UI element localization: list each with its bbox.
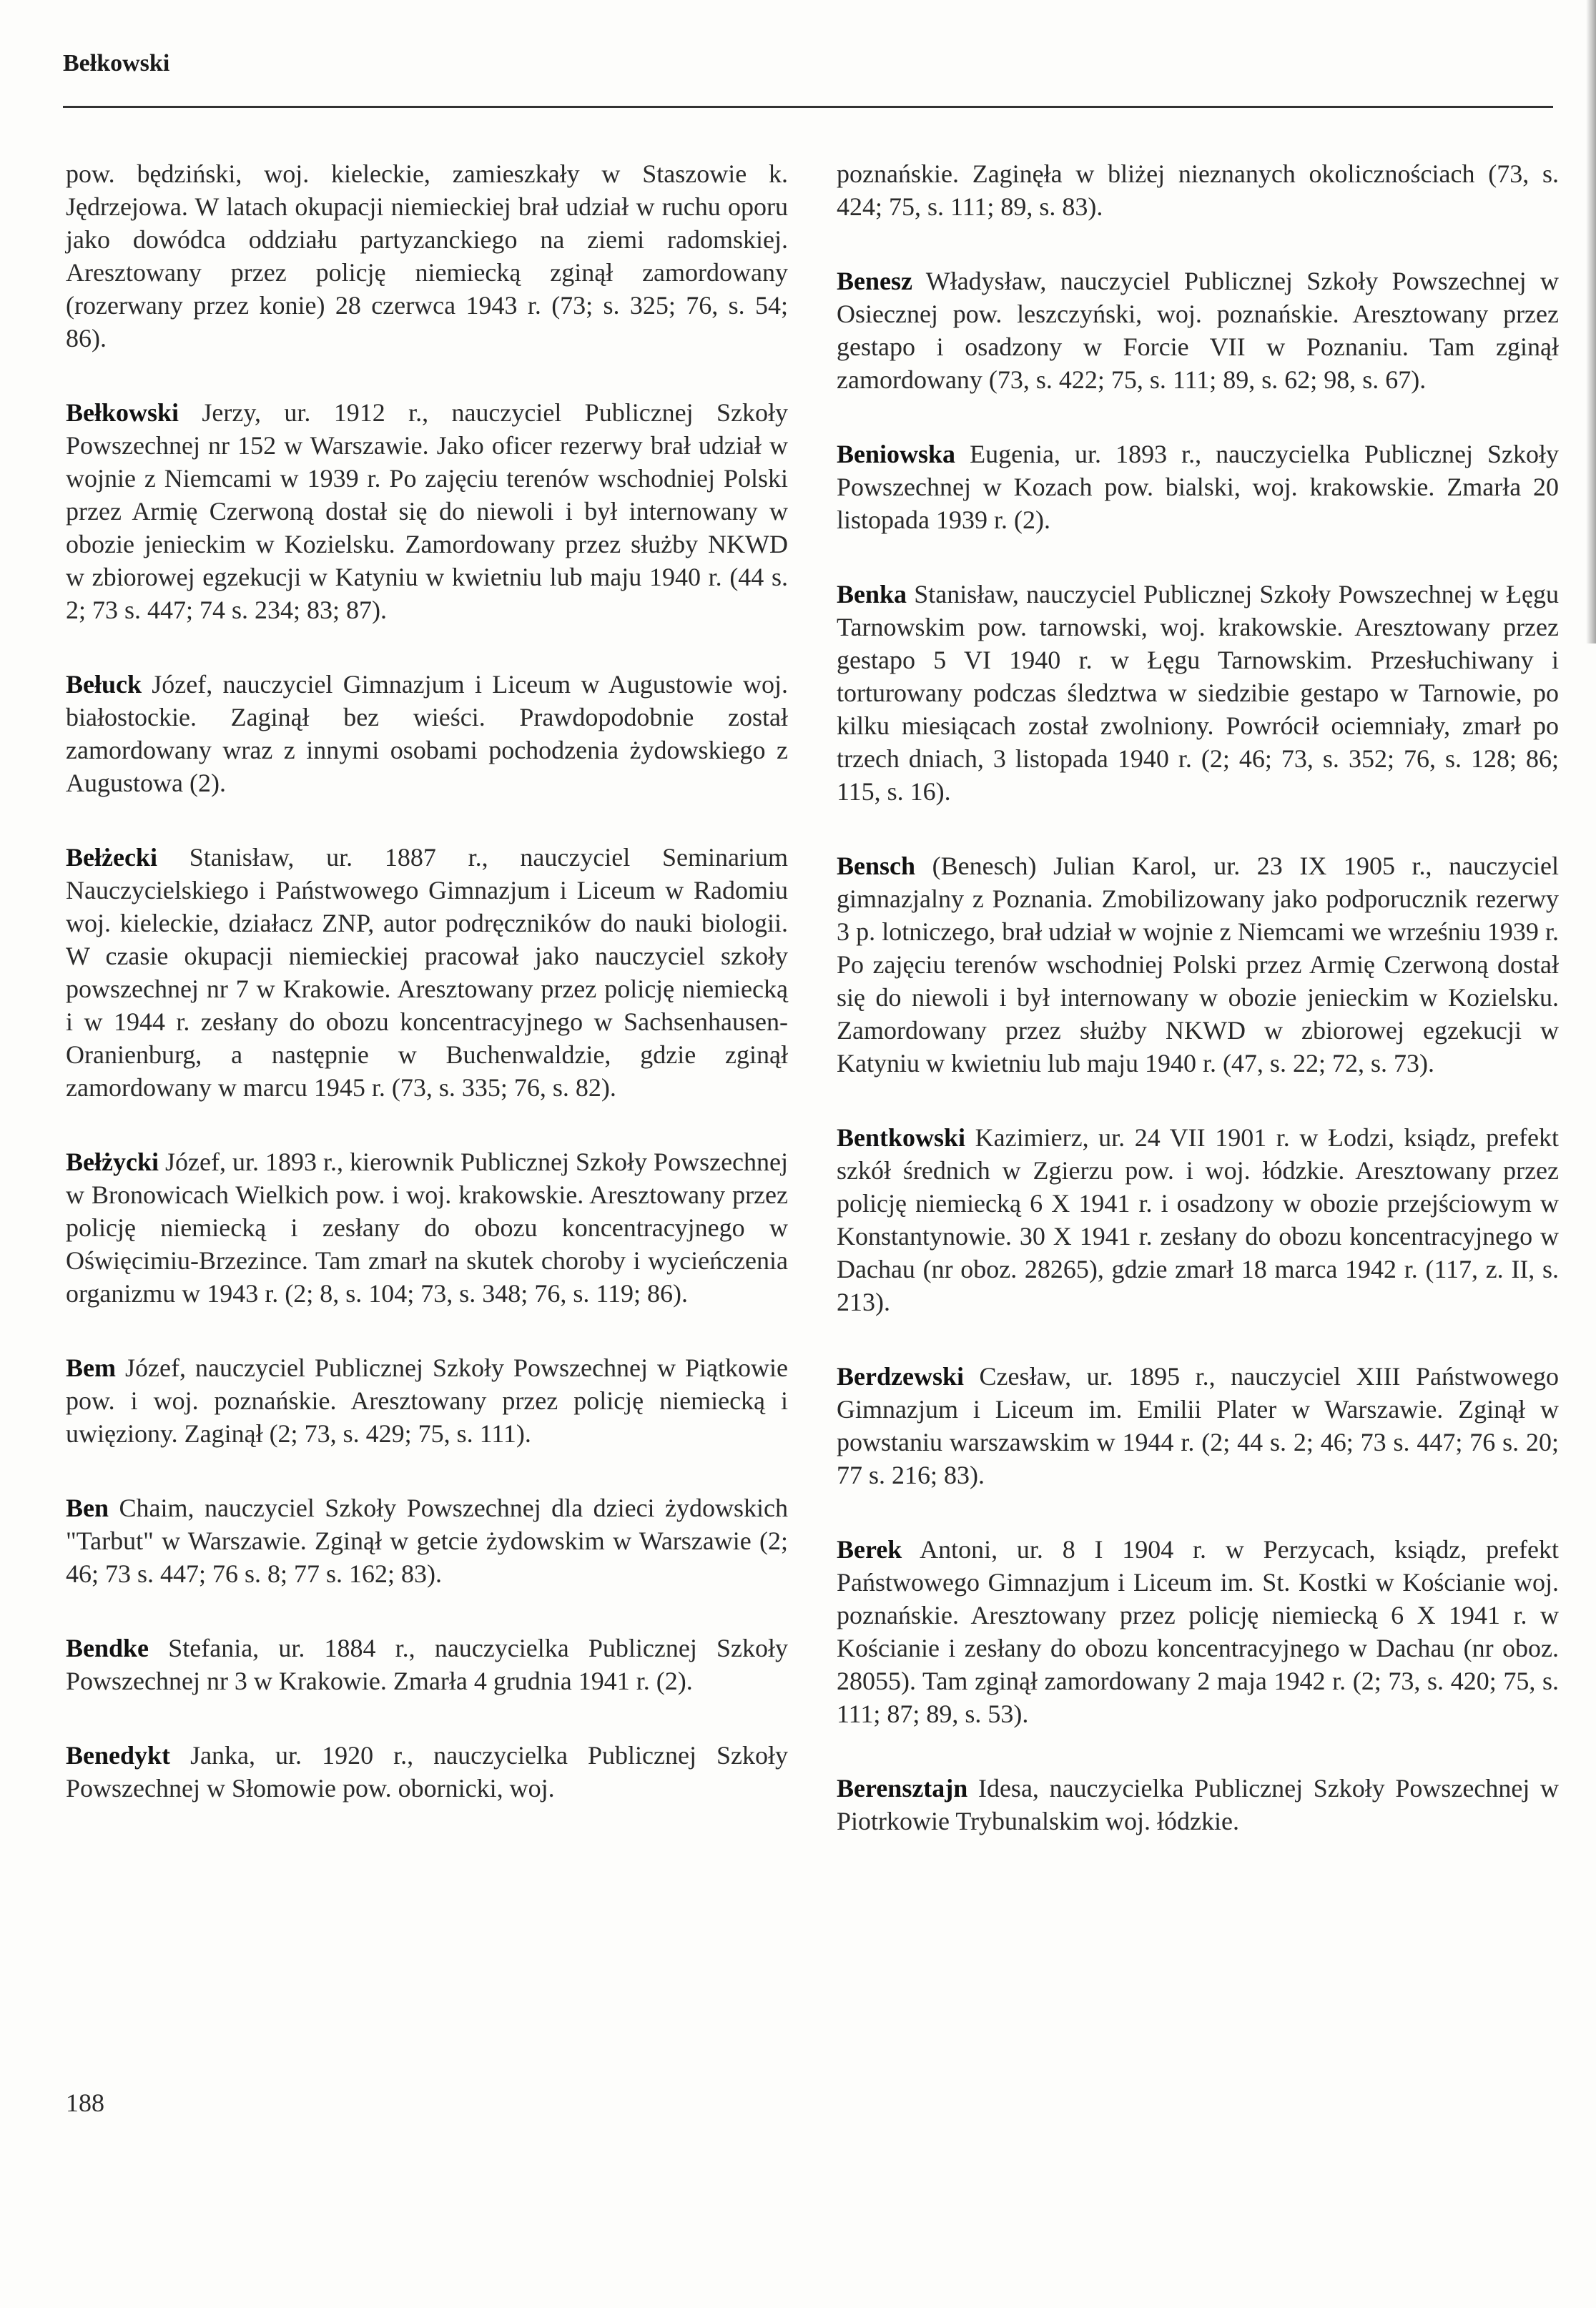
entry-name: Berek bbox=[837, 1535, 902, 1564]
left-column bbox=[66, 157, 788, 1846]
entry-text: Janka, ur. 1920 r., nauczycielka Publicznej Szkoły Powszechnej w Słomowie pow. obornicki, woj. bbox=[66, 1741, 789, 1802]
entry bbox=[66, 841, 788, 1104]
entry-text: Czesław, ur. 1895 r., nauczyciel XIII Państwowego Gimnazjum i Liceum im. Emilii Plater w Warszawie. Zginął w powstaniu warszawskim w 1944 r. (2; 44 s. 2; 46; 73 s. 447; 76 s. 20; 77 s. 216; 83). bbox=[837, 1362, 1560, 1489]
entry-text: Jerzy, ur. 1912 r., nauczyciel Publicznej Szkoły Powszechnej nr 152 w Warszawie. Jako oficer rezerwy brał udział w wojnie z Niemcami w 1939 r. Po zajęciu terenów wschodniej Polski przez Armię Czerwoną dostał się do niewoli i był internowany w obozie jenieckim w Kozielsku. Zamordowany przez służby NKWD w zbiorowej egzekucji w Katyniu w kwietniu lub maju 1940 r. (44 s. 2; 73 s. 447; 74 s. 234; 83; 87). bbox=[66, 398, 789, 624]
entry bbox=[837, 849, 1559, 1080]
entry-text: Stanisław, ur. 1887 r., nauczyciel Seminarium Nauczycielskiego i Państwowego Gimnazjum i Liceum w Radomiu woj. kieleckie, działacz ZNP, autor podręczników do nauki biologii. W czasie okupacji niemieckiej pracował jako nauczyciel szkoły powszechnej nr 7 w Krakowie. Aresztowany przez policję niemiecką i w 1944 r. zesłany do obozu koncentracyjnego w Sachsenhausen-Oranienburg, a następnie w Buchenwaldzie, gdzie zginął zamordowany w marcu 1945 r. (73, s. 335; 76, s. 82). bbox=[66, 843, 789, 1102]
entry-name: Bełuck bbox=[66, 670, 142, 699]
entry-name: Benesz bbox=[837, 267, 912, 295]
entry-name: Bendke bbox=[66, 1634, 149, 1662]
entry-name: Bełżecki bbox=[66, 843, 157, 872]
page-number: 188 bbox=[66, 2088, 104, 2117]
entry bbox=[837, 1121, 1559, 1318]
entry-text: Antoni, ur. 8 I 1904 r. w Perzycach, ksiądz, prefekt Państwowego Gimnazjum i Liceum im. St. Kostki w Kościanie woj. poznańskie. Aresztowany przez policję niemiecką 6 X 1941 r. w Kościanie i zesłany do obozu koncentracyjnego w Dachau (nr oboz. 28055). Tam zginął zamordowany 2 maja 1942 r. (2; 73, s. 420; 75, s. 111; 87; 89, s. 53). bbox=[837, 1535, 1559, 1728]
entry-text: Józef, nauczyciel Publicznej Szkoły Powszechnej w Piątkowie pow. i woj. poznańskie. Aresztowany przez policję niemiecką i uwięziony. Zaginął (2; 73, s. 429; 75, s. 111). bbox=[66, 1353, 789, 1448]
entry-name: Berdzewski bbox=[837, 1362, 964, 1391]
entry-text: Eugenia, ur. 1893 r., nauczycielka Publicznej Szkoły Powszechnej w Kozach pow. bialski, woj. krakowskie. Zmarła 20 listopada 1939 r. (2). bbox=[837, 440, 1560, 534]
entry bbox=[66, 1632, 788, 1697]
entry-name: Bentkowski bbox=[837, 1123, 966, 1152]
entry bbox=[837, 1360, 1559, 1491]
entry-name: Berensztajn bbox=[837, 1774, 968, 1802]
continuation-paragraph bbox=[837, 157, 1559, 223]
entry-text: Stanisław, nauczyciel Publicznej Szkoły Powszechnej w Łęgu Tarnowskim pow. tarnowski, woj. krakowskie. Aresztowany przez gestapo 5 VI 1940 r. w Łęgu Tarnowskim. Przesłuchiwany i torturowany podczas śledztwa w siedzibie gestapo w Tarnowie, po kilku miesiącach został zwolniony. Powrócił ociemniały, zmarł po trzech dniach, 3 listopada 1940 r. (2; 46; 73, s. 352; 76, s. 128; 86; 115, s. 16). bbox=[837, 580, 1559, 806]
entry-text: (Benesch) Julian Karol, ur. 23 IX 1905 r., nauczyciel gimnazjalny z Poznania. Zmobilizowany jako podporucznik rezerwy 3 p. lotniczego, brał udział w wojnie z Niemcami we wrześniu 1939 r. Po zajęciu terenów wschodniej Polski przez Armię Czerwoną dostał się do niewoli i był internowany w obozie jenieckim w Kozielsku. Zamordowany przez służby NKWD w zbiorowej egzekucji w Katyniu w kwietniu lub maju 1940 r. (47, s. 22; 72, s. 73). bbox=[837, 852, 1559, 1077]
entry-name: Bensch bbox=[837, 852, 916, 880]
entry-text: Chaim, nauczyciel Szkoły Powszechnej dla dzieci żydowskich "Tarbut" w Warszawie. Zginął w getcie żydowskim w Warszawie (2; 46; 73 s. 447; 76 s. 8; 77 s. 162; 83). bbox=[66, 1494, 788, 1588]
entry bbox=[837, 265, 1559, 396]
page-edge-shadow bbox=[1586, 0, 1596, 643]
entry-text: Józef, ur. 1893 r., kierownik Publicznej Szkoły Powszechnej w Bronowicach Wielkich pow. i woj. krakowskie. Aresztowany przez policję niemiecką i zesłany do obozu koncentracyjnego w Oświęcimiu-Brzezince. Tam zmarł na skutek choroby i wycieńczenia organizmu w 1943 r. (2; 8, s. 104; 73, s. 348; 76, s. 119; 86). bbox=[66, 1148, 789, 1308]
entry-text: Kazimierz, ur. 24 VII 1901 r. w Łodzi, ksiądz, prefekt szkół średnich w Zgierzu pow. i woj. łódzkie. Aresztowany przez policję niemiecką 6 X 1941 r. i osadzony w obozie przejściowym w Konstantynowie. 30 X 1941 r. zesłany do obozu koncentracyjnego w Dachau (nr oboz. 28265), gdzie zmarł 18 marca 1942 r. (117, z. II, s. 213). bbox=[837, 1123, 1560, 1316]
entry bbox=[837, 578, 1559, 808]
entry bbox=[837, 1772, 1559, 1838]
entry-name: Benedykt bbox=[66, 1741, 171, 1770]
running-header: Bełkowski bbox=[63, 50, 170, 77]
entry bbox=[66, 1145, 788, 1310]
entry-name: Ben bbox=[66, 1494, 109, 1522]
entry bbox=[66, 668, 788, 799]
entry-name: Beniowska bbox=[837, 440, 956, 468]
entry-text: Józef, nauczyciel Gimnazjum i Liceum w Augustowie woj. białostockie. Zaginął bez wieści. Prawdopodobnie został zamordowany wraz z innymi osobami pochodzenia żydowskiego z Augustowa (2). bbox=[66, 670, 788, 797]
entry-name: Bełkowski bbox=[66, 398, 179, 427]
entry bbox=[837, 1533, 1559, 1730]
header-rule bbox=[63, 106, 1553, 108]
entry bbox=[66, 1351, 788, 1450]
entry bbox=[66, 396, 788, 626]
entry bbox=[66, 1491, 788, 1590]
entry bbox=[66, 1739, 788, 1805]
entry-text: pow. będziński, woj. kieleckie, zamieszkały w Staszowie k. Jędrzejowa. W latach okupacji niemieckiej brał udział w ruchu oporu jako dowódca oddziału partyzanckiego na ziemi radomskiej. Aresztowany przez policję niemiecką zginął zamordowany (rozerwany przez konie) 28 czerwca 1943 r. (73; s. 325; 76, s. 54; 86). bbox=[66, 159, 788, 352]
continuation-paragraph bbox=[66, 157, 788, 355]
entry-name: Bełżycki bbox=[66, 1148, 159, 1176]
entry-text: poznańskie. Zaginęła w bliżej nieznanych okolicznościach (73, s. 424; 75, s. 111; 89, s. 83). bbox=[837, 159, 1559, 221]
right-column bbox=[837, 157, 1559, 1879]
entry-name: Bem bbox=[66, 1353, 116, 1382]
entry bbox=[837, 438, 1559, 536]
entry-text: Władysław, nauczyciel Publicznej Szkoły Powszechnej w Osiecznej pow. leszczyński, woj. poznańskie. Aresztowany przez gestapo i osadzony w Forcie VII w Poznaniu. Tam zginął zamordowany (73, s. 422; 75, s. 111; 89, s. 62; 98, s. 67). bbox=[837, 267, 1559, 394]
entry-text: Idesa, nauczycielka Publicznej Szkoły Powszechnej w Piotrkowie Trybunalskim woj. łódzkie. bbox=[837, 1774, 1559, 1835]
entry-name: Benka bbox=[837, 580, 907, 608]
entry-text: Stefania, ur. 1884 r., nauczycielka Publicznej Szkoły Powszechnej nr 3 w Krakowie. Zmarła 4 grudnia 1941 r. (2). bbox=[66, 1634, 789, 1695]
